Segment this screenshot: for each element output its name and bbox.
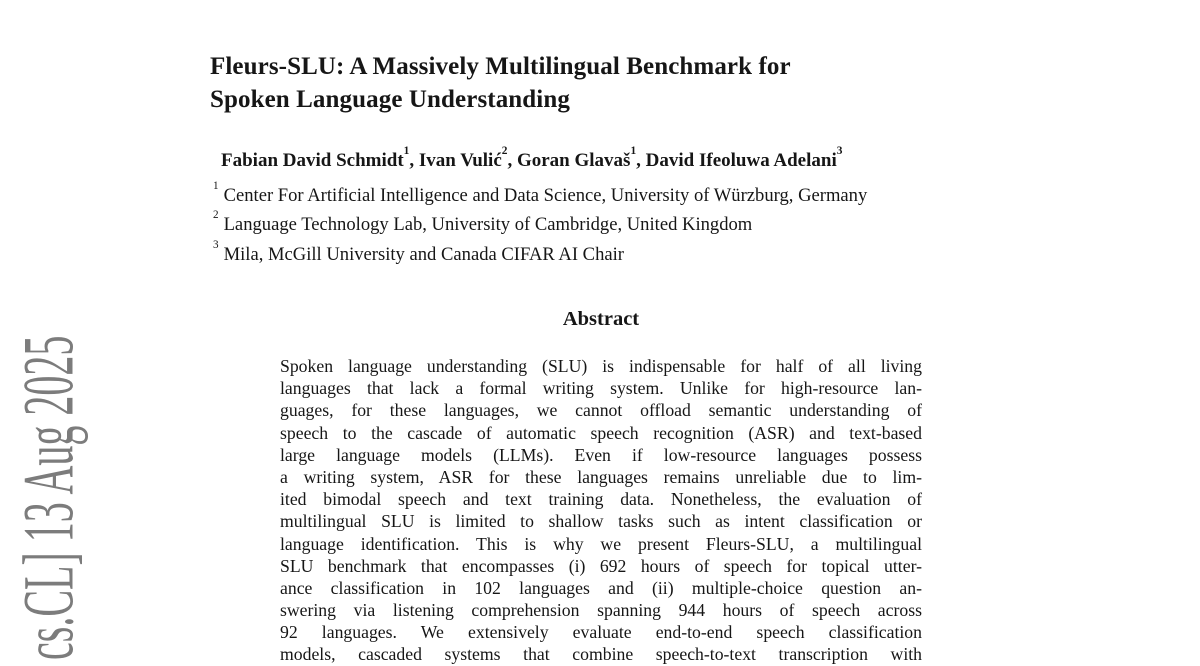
- affiliation-text: Mila, McGill University and Canada CIFAR AI Chair: [223, 244, 624, 266]
- author-superscript: 1: [630, 144, 637, 157]
- title-line-2: Spoken Language Understanding: [210, 86, 570, 113]
- abstract-line: SLU benchmark that encompasses (i) 692 hours of speech for topical utter-: [280, 555, 922, 576]
- author-superscript: 2: [501, 144, 508, 157]
- abstract-line: guages, for these languages, we cannot offload semantic understanding of: [280, 400, 922, 421]
- abstract-line: speech to the cascade of automatic speech recognition (ASR) and text-based: [280, 422, 922, 443]
- abstract-line: ance classification in 102 languages and (ii) multiple-choice question an-: [280, 577, 922, 598]
- affiliation-superscript: 1: [213, 179, 219, 192]
- abstract-line: languages that lack a formal writing system. Unlike for high-resource lan-: [280, 378, 922, 399]
- abstract-line: a writing system, ASR for these languages remains unreliable due to lim-: [280, 466, 922, 487]
- author-separator: ,: [507, 150, 517, 172]
- abstract-line: 92 languages. We extensively evaluate end-to-end speech classification: [280, 622, 922, 643]
- author: Ivan Vulić$^2$,: [418, 144, 517, 172]
- abstract-line: large language models (LLMs). Even if low-resource languages possess: [280, 444, 922, 465]
- abstract-line: models, cascaded systems that combine speech-to-text transcription with: [280, 644, 922, 665]
- abstract-line: swering via listening comprehension spanning 944 hours of speech across: [280, 600, 922, 621]
- affiliation-line: [213, 179, 1013, 208]
- title-line-1: Fleurs-SLU: A Massively Multilingual Benchmark for: [210, 53, 791, 80]
- abstract-line: Spoken language understanding (SLU) is indispensable for half of all living: [280, 356, 922, 376]
- affiliations-block: [213, 179, 1013, 267]
- affiliation-text: Center For Artificial Intelligence and Data Science, University of Würzburg, Germany: [223, 185, 868, 207]
- abstract-body: [280, 355, 922, 666]
- affiliation-line: [213, 238, 1013, 267]
- page-title: [210, 50, 970, 116]
- author-superscript: 1: [403, 144, 410, 157]
- abstract-heading: Abstract: [562, 308, 640, 330]
- author-superscript: 3: [836, 144, 843, 157]
- author-separator: ,: [636, 150, 646, 172]
- author: David Ifeoluwa Adelani$^3$: [645, 144, 843, 172]
- author-separator: ,: [409, 150, 419, 172]
- authors-line: [221, 144, 1001, 172]
- affiliation-line: [213, 208, 1013, 237]
- affiliation-superscript: 3: [213, 238, 219, 251]
- arxiv-stamp: cs.CL] 13 Aug 2025: [7, 335, 89, 660]
- author: Fabian David Schmidt$^1$,: [221, 144, 419, 172]
- abstract-line: ited bimodal speech and text training data. Nonetheless, the evaluation of: [280, 489, 922, 510]
- abstract-line: language identification. This is why we present Fleurs-SLU, a multilingual: [280, 533, 922, 554]
- abstract-line: multilingual SLU is limited to shallow tasks such as intent classification or: [280, 511, 922, 532]
- affiliation-text: Language Technology Lab, University of Cambridge, United Kingdom: [223, 214, 753, 236]
- affiliation-superscript: 2: [213, 209, 219, 222]
- author: Goran Glavaš$^1$,: [516, 144, 646, 172]
